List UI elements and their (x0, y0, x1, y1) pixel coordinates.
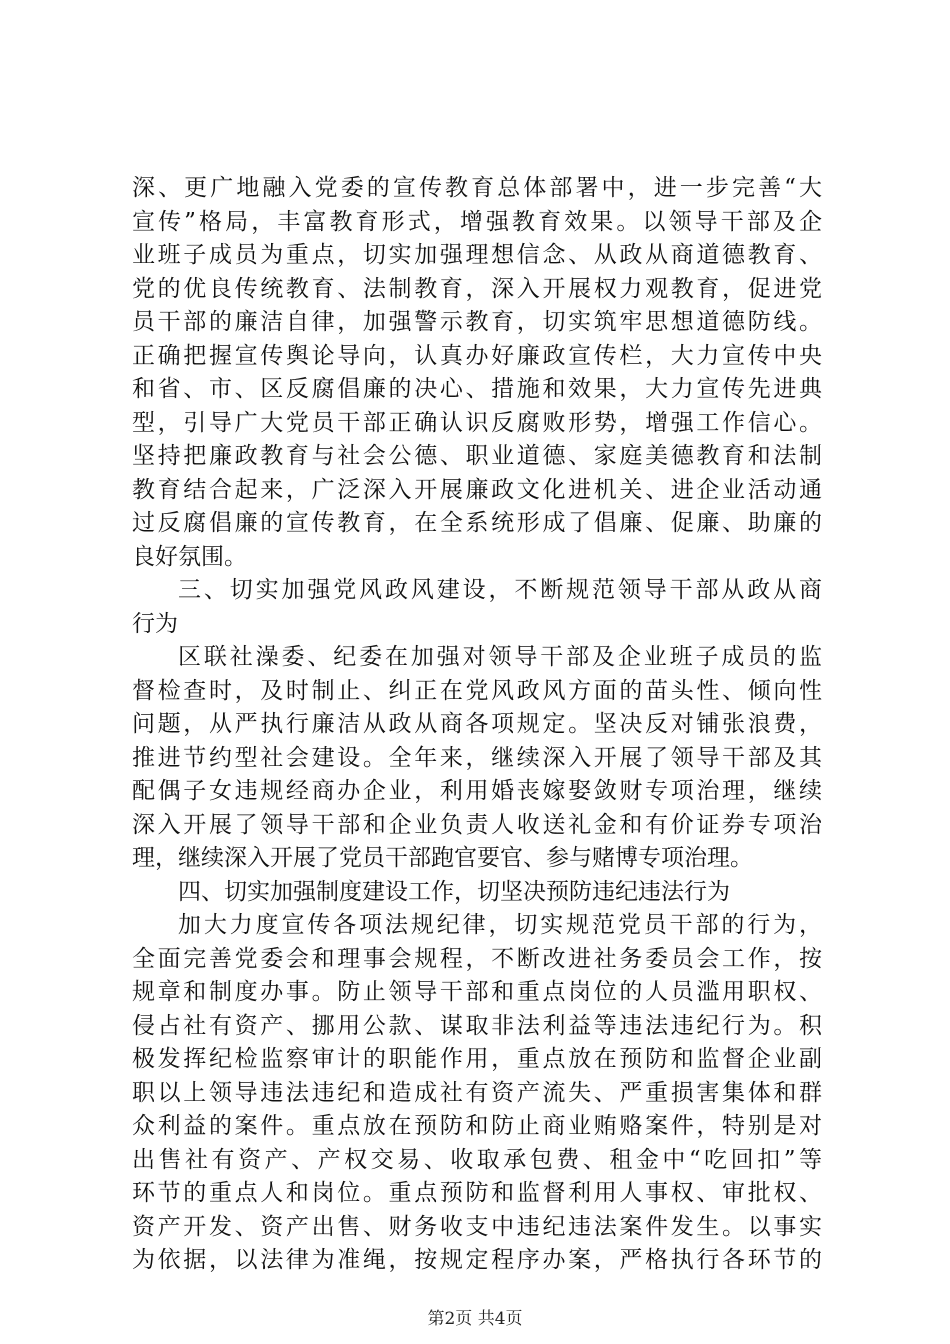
body-text (132, 172, 822, 1278)
text-line: 资产开发、资产出售、财务收支中违纪违法案件发生。以事实 (132, 1213, 822, 1240)
text-line: 全面完善党委会和理事会规程，不断改进社务委员会工作，按 (132, 945, 822, 972)
text-line: 职以上领导违法违纪和造成社有资产流失、严重损害集体和群 (132, 1079, 822, 1106)
text-line: 过反腐倡廉的宣传教育，在全系统形成了倡廉、促廉、助廉的 (132, 510, 822, 536)
text-line: 规章和制度办事。防止领导干部和重点岗位的人员滥用职权、 (132, 979, 822, 1005)
text-line: 型，引导广大党员干部正确认识反腐败形势，增强工作信心。 (132, 409, 822, 436)
text-line: 推进节约型社会建设。全年来，继续深入开展了领导干部及其 (132, 744, 822, 771)
text-line: 业班子成员为重点，切实加强理想信念、从政从商道德教育、 (132, 242, 822, 268)
text-line: 环节的重点人和岗位。重点预防和监督利用人事权、审批权、 (132, 1180, 822, 1206)
text-line: 坚持把廉政教育与社会公德、职业道德、家庭美德教育和法制 (132, 443, 822, 469)
text-line: 宣传”格局，丰富教育形式，增强教育效果。以领导干部及企 (132, 208, 822, 235)
text-line: 督检查时，及时制止、纠正在党风政风方面的苗头性、倾向性 (132, 677, 822, 704)
text-line: 教育结合起来，广泛深入开展廉政文化进机关、进企业活动通 (132, 476, 822, 503)
text-line: 理，继续深入开展了党员干部跑官要官、参与赌博专项治理。 (132, 845, 753, 871)
text-line: 和省、市、区反腐倡廉的决心、措施和效果，大力宣传先进典 (132, 376, 822, 402)
text-line: 党的优良传统教育、法制教育，深入开展权力观教育，促进党 (132, 275, 822, 302)
text-line: 众利益的案件。重点放在预防和防止商业贿赂案件，特别是对 (132, 1113, 822, 1139)
text-line: 出售社有资产、产权交易、收取承包费、租金中“吃回扣”等 (132, 1146, 822, 1173)
text-line: 员干部的廉洁自律，加强警示教育，切实筑牢思想道德防线。 (132, 309, 822, 335)
section-heading-continued: 行为 (132, 610, 178, 637)
text-line: 深入开展了领导干部和企业负责人收送礼金和有价证券专项治 (132, 811, 822, 838)
text-line: 配偶子女违规经商办企业，利用婚丧嫁娶敛财专项治理，继续 (132, 778, 822, 804)
text-line: 为依据，以法律为准绳，按规定程序办案，严格执行各环节的 (132, 1247, 822, 1273)
text-line: 正确把握宣传舆论导向，认真办好廉政宣传栏，大力宣传中央 (132, 342, 822, 369)
section-heading: 三、切实加强党风政风建设，不断规范领导干部从政从商 (178, 577, 822, 603)
text-line: 问题，从严执行廉洁从政从商各项规定。坚决反对铺张浪费， (132, 711, 822, 737)
text-line: 侵占社有资产、挪用公款、谋取非法利益等违法违纪行为。积 (132, 1012, 822, 1039)
text-line: 深、更广地融入党委的宣传教育总体部署中，进一步完善“大 (132, 175, 822, 201)
text-line: 良好氛围。 (132, 543, 247, 570)
page-number-footer: 第2页 共4页 (427, 1309, 523, 1329)
section-heading: 四、切实加强制度建设工作，切坚决预防违纪违法行为 (178, 878, 730, 905)
text-line: 区联社澡委、纪委在加强对领导干部及企业班子成员的监 (178, 644, 822, 670)
text-line: 加大力度宣传各项法规纪律，切实规范党员干部的行为， (178, 912, 822, 938)
text-line: 极发挥纪检监察审计的职能作用，重点放在预防和监督企业副 (132, 1046, 822, 1072)
